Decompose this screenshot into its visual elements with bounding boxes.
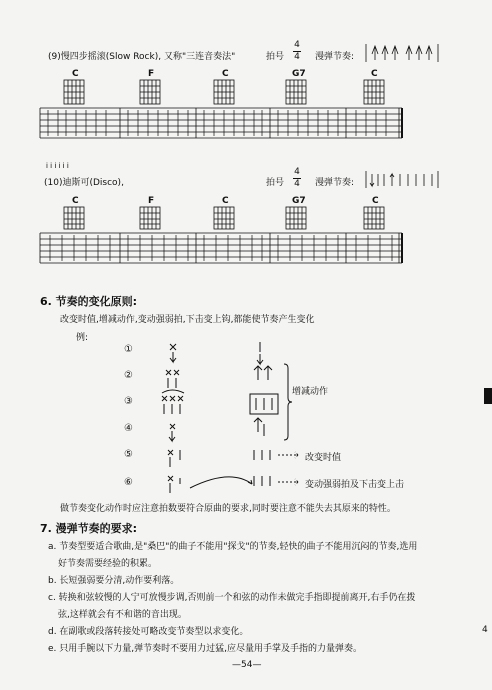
list-item: d. 在副歌或段落转接处可略改变节奏型以求变化。 xyxy=(48,627,249,637)
section6-heading: 6. 节奏的变化原则: xyxy=(40,295,138,308)
chord-diagram xyxy=(214,80,234,104)
svg-text:i i i i i i: i i i i i i xyxy=(46,162,69,170)
list-item: b. 长短强弱要分清,动作要利落。 xyxy=(48,576,180,586)
chord-diagram xyxy=(140,80,160,104)
strum-pattern-icon xyxy=(364,40,440,64)
list-item: 弦,这样就会有不和谐的音出现。 xyxy=(58,610,187,620)
chord-name: C xyxy=(72,69,79,79)
strum-pattern-icon xyxy=(364,168,440,190)
example10-title: (10)迪斯可(Disco), xyxy=(44,178,124,188)
time-signature: 4 4 xyxy=(294,40,300,62)
margin-mark: 4 xyxy=(482,625,488,635)
chord-name: F xyxy=(148,196,155,206)
section7-heading: 7. 漫弹节奏的要求: xyxy=(40,522,138,535)
list-item: 好节奏需要经验的积累。 xyxy=(58,559,158,569)
chord-diagram xyxy=(214,207,234,229)
list-item: e. 只用手腕以下力量,弹节奏时不要用力过猛,应尽量用手掌及手指的力量弹奏。 xyxy=(48,644,362,654)
example-label: 例: xyxy=(76,333,89,343)
chord-diagram xyxy=(140,207,160,229)
tab-staff-9 xyxy=(0,78,492,170)
chord-name: C xyxy=(72,196,79,206)
section6-note: 做节奏变化动作时应注意拍数要符合原曲的要求,同时要注意不能失去其原来的特性。 xyxy=(60,504,396,514)
chord-diagram xyxy=(364,207,384,229)
example9-title: (9)慢四步摇滚(Slow Rock), 又称"三连音奏法" xyxy=(48,52,236,62)
strum-label: 漫弹节奏: xyxy=(315,52,355,62)
item-number: ① xyxy=(124,344,133,355)
list-item: c. 转换和弦较慢的人宁可放慢步调,否则前一个和弦的动作未做完手指即提前离开,右手仍在拨 xyxy=(48,593,416,603)
tab-staff-10 xyxy=(0,205,492,285)
section6-intro: 改变时值,增减动作,变动强弱拍,下击变上钩,都能使节奏产生变化 xyxy=(60,315,315,325)
rhythm-variation-diagram xyxy=(150,338,300,498)
annotation-duration: 改变时值 xyxy=(305,453,342,463)
time-sig-label: 拍号 xyxy=(266,178,285,188)
chord-name: G7 xyxy=(292,196,306,206)
item-number: ⑤ xyxy=(124,449,133,460)
chord-diagram xyxy=(364,80,384,104)
list-item: a. 节奏型要适合歌曲,是"桑巴"的曲子不能用"探戈"的节奏,轻快的曲子不能用沉闷的节奏,选用 xyxy=(48,542,418,552)
chord-name: F xyxy=(148,69,155,79)
strum-label: 漫弹节奏: xyxy=(315,178,355,188)
chord-name: C xyxy=(372,196,379,206)
time-signature: 4 4 xyxy=(294,167,300,189)
chord-name: C xyxy=(222,196,229,206)
time-sig-label: 拍号 xyxy=(266,52,285,62)
margin-tab xyxy=(484,388,492,404)
chord-name: C xyxy=(371,69,378,79)
item-number: ⑥ xyxy=(124,477,133,488)
item-number: ③ xyxy=(124,396,133,407)
page-number: —54— xyxy=(232,660,262,670)
annotation-add: 增减动作 xyxy=(292,387,329,397)
annotation-accent: 变动强弱拍及下击变上击 xyxy=(305,480,405,490)
chord-diagram xyxy=(286,207,306,229)
chord-diagram xyxy=(64,207,84,229)
chord-name: C xyxy=(222,69,229,79)
chord-name: G7 xyxy=(292,69,306,79)
item-number: ④ xyxy=(124,423,133,434)
item-number: ② xyxy=(124,370,133,381)
chord-diagram xyxy=(64,80,84,104)
chord-diagram xyxy=(286,80,306,104)
